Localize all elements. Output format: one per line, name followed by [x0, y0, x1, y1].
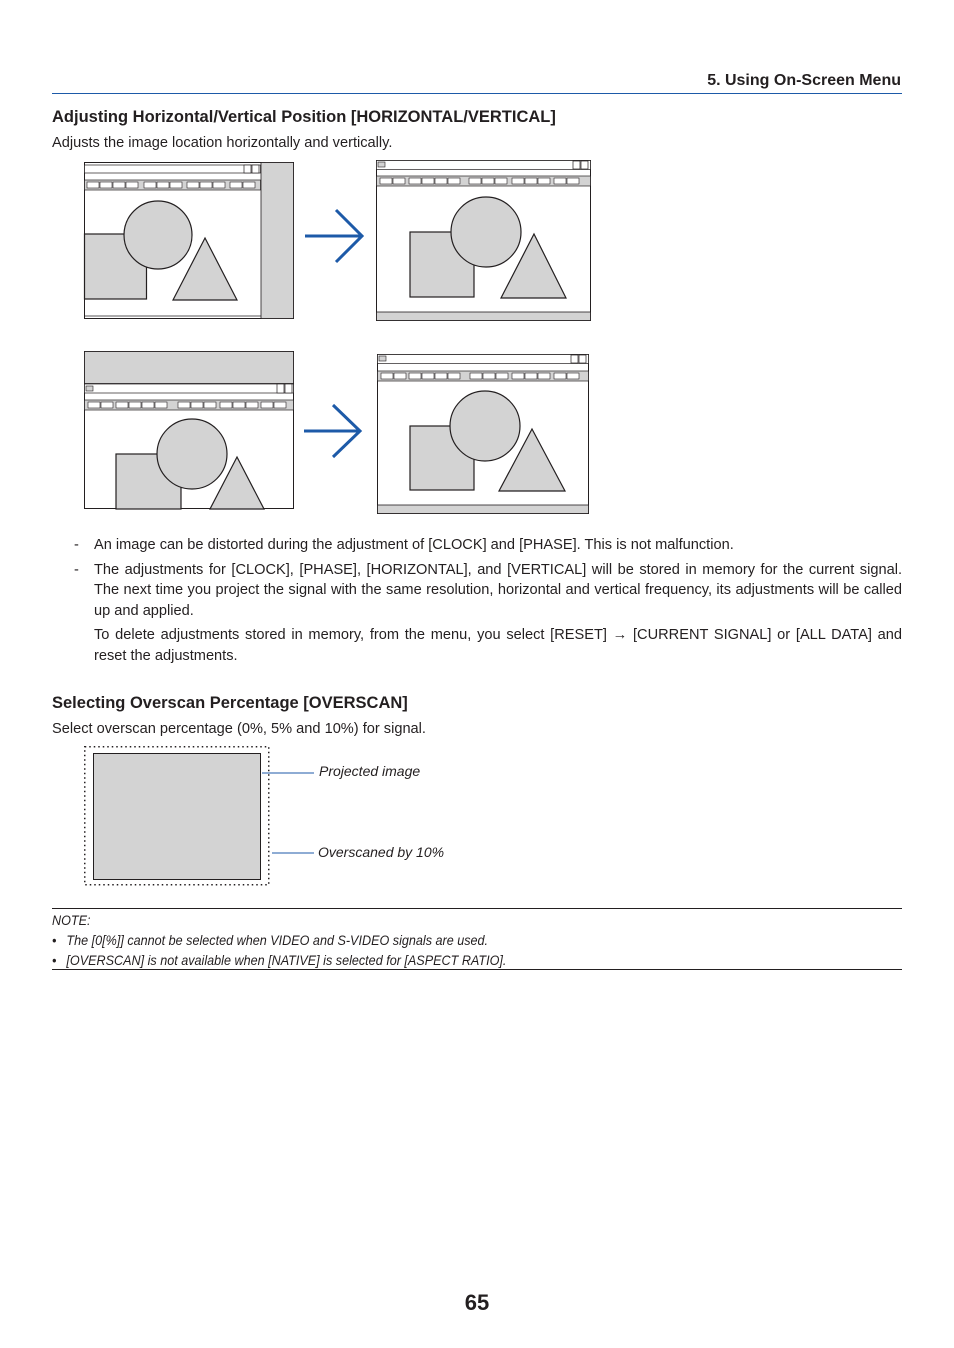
label-overscaned: Overscaned by 10%	[318, 844, 445, 860]
note-rule-top	[52, 908, 902, 909]
bullet-dash: -	[74, 561, 79, 578]
figure-horizontal-before	[84, 162, 294, 319]
list-item	[52, 560, 902, 622]
note-item	[52, 930, 817, 950]
bullet-dash: -	[74, 537, 79, 553]
arrow-right-icon	[330, 402, 364, 460]
note-heading: NOTE:	[52, 912, 91, 928]
section-title-overscan: Selecting Overscan Percentage [OVERSCAN]	[52, 694, 408, 712]
note-rule-bottom	[52, 969, 902, 970]
arrow-right-icon	[302, 207, 366, 265]
section-description-position: Adjusts the image location horizontally and vertically.	[52, 135, 393, 151]
section-description-overscan: Select overscan percentage (0%, 5% and 10%) for signal.	[52, 721, 426, 737]
bullet-text: An image can be distorted during the adjustment of [CLOCK] and [PHASE]. This is not malfunction.	[94, 537, 734, 553]
figure-vertical-before	[84, 351, 294, 509]
note-text: [OVERSCAN] is not available when [NATIVE] is selected for [ASPECT RATIO].	[66, 952, 507, 968]
page-number: 65	[464, 1290, 490, 1315]
chapter-title: 5. Using On-Screen Menu	[707, 72, 901, 89]
note-item	[52, 950, 817, 970]
section-title-position: Adjusting Horizontal/Vertical Position [HORIZONTAL/VERTICAL]	[52, 108, 556, 126]
header-rule	[52, 93, 902, 94]
bullet-list	[52, 535, 902, 666]
figure-vertical-after	[377, 354, 589, 514]
bullet-symbol: •	[52, 932, 57, 948]
list-item	[52, 535, 902, 556]
bullet-text: The adjustments for [CLOCK], [PHASE], [HORIZONTAL], and [VERTICAL] will be stored in memory for the current signal. The next time you project the signal with the same resolution, horizontal and vertical frequency, its adjustments will be called up and applied.	[94, 561, 902, 619]
note-block	[52, 910, 817, 970]
bullet-symbol: •	[52, 952, 57, 968]
label-projected-image: Projected image	[319, 763, 421, 779]
note-text: The [0[%]] cannot be selected when VIDEO and S-VIDEO signals are used.	[66, 932, 489, 948]
figure-overscan	[84, 746, 316, 888]
bullet-continuation: To delete adjustments stored in memory, from the menu, you select [RESET] → [CURRENT SIGNAL] or [ALL DATA] and reset the adjustments.	[94, 627, 902, 664]
figure-horizontal-after	[376, 160, 591, 321]
